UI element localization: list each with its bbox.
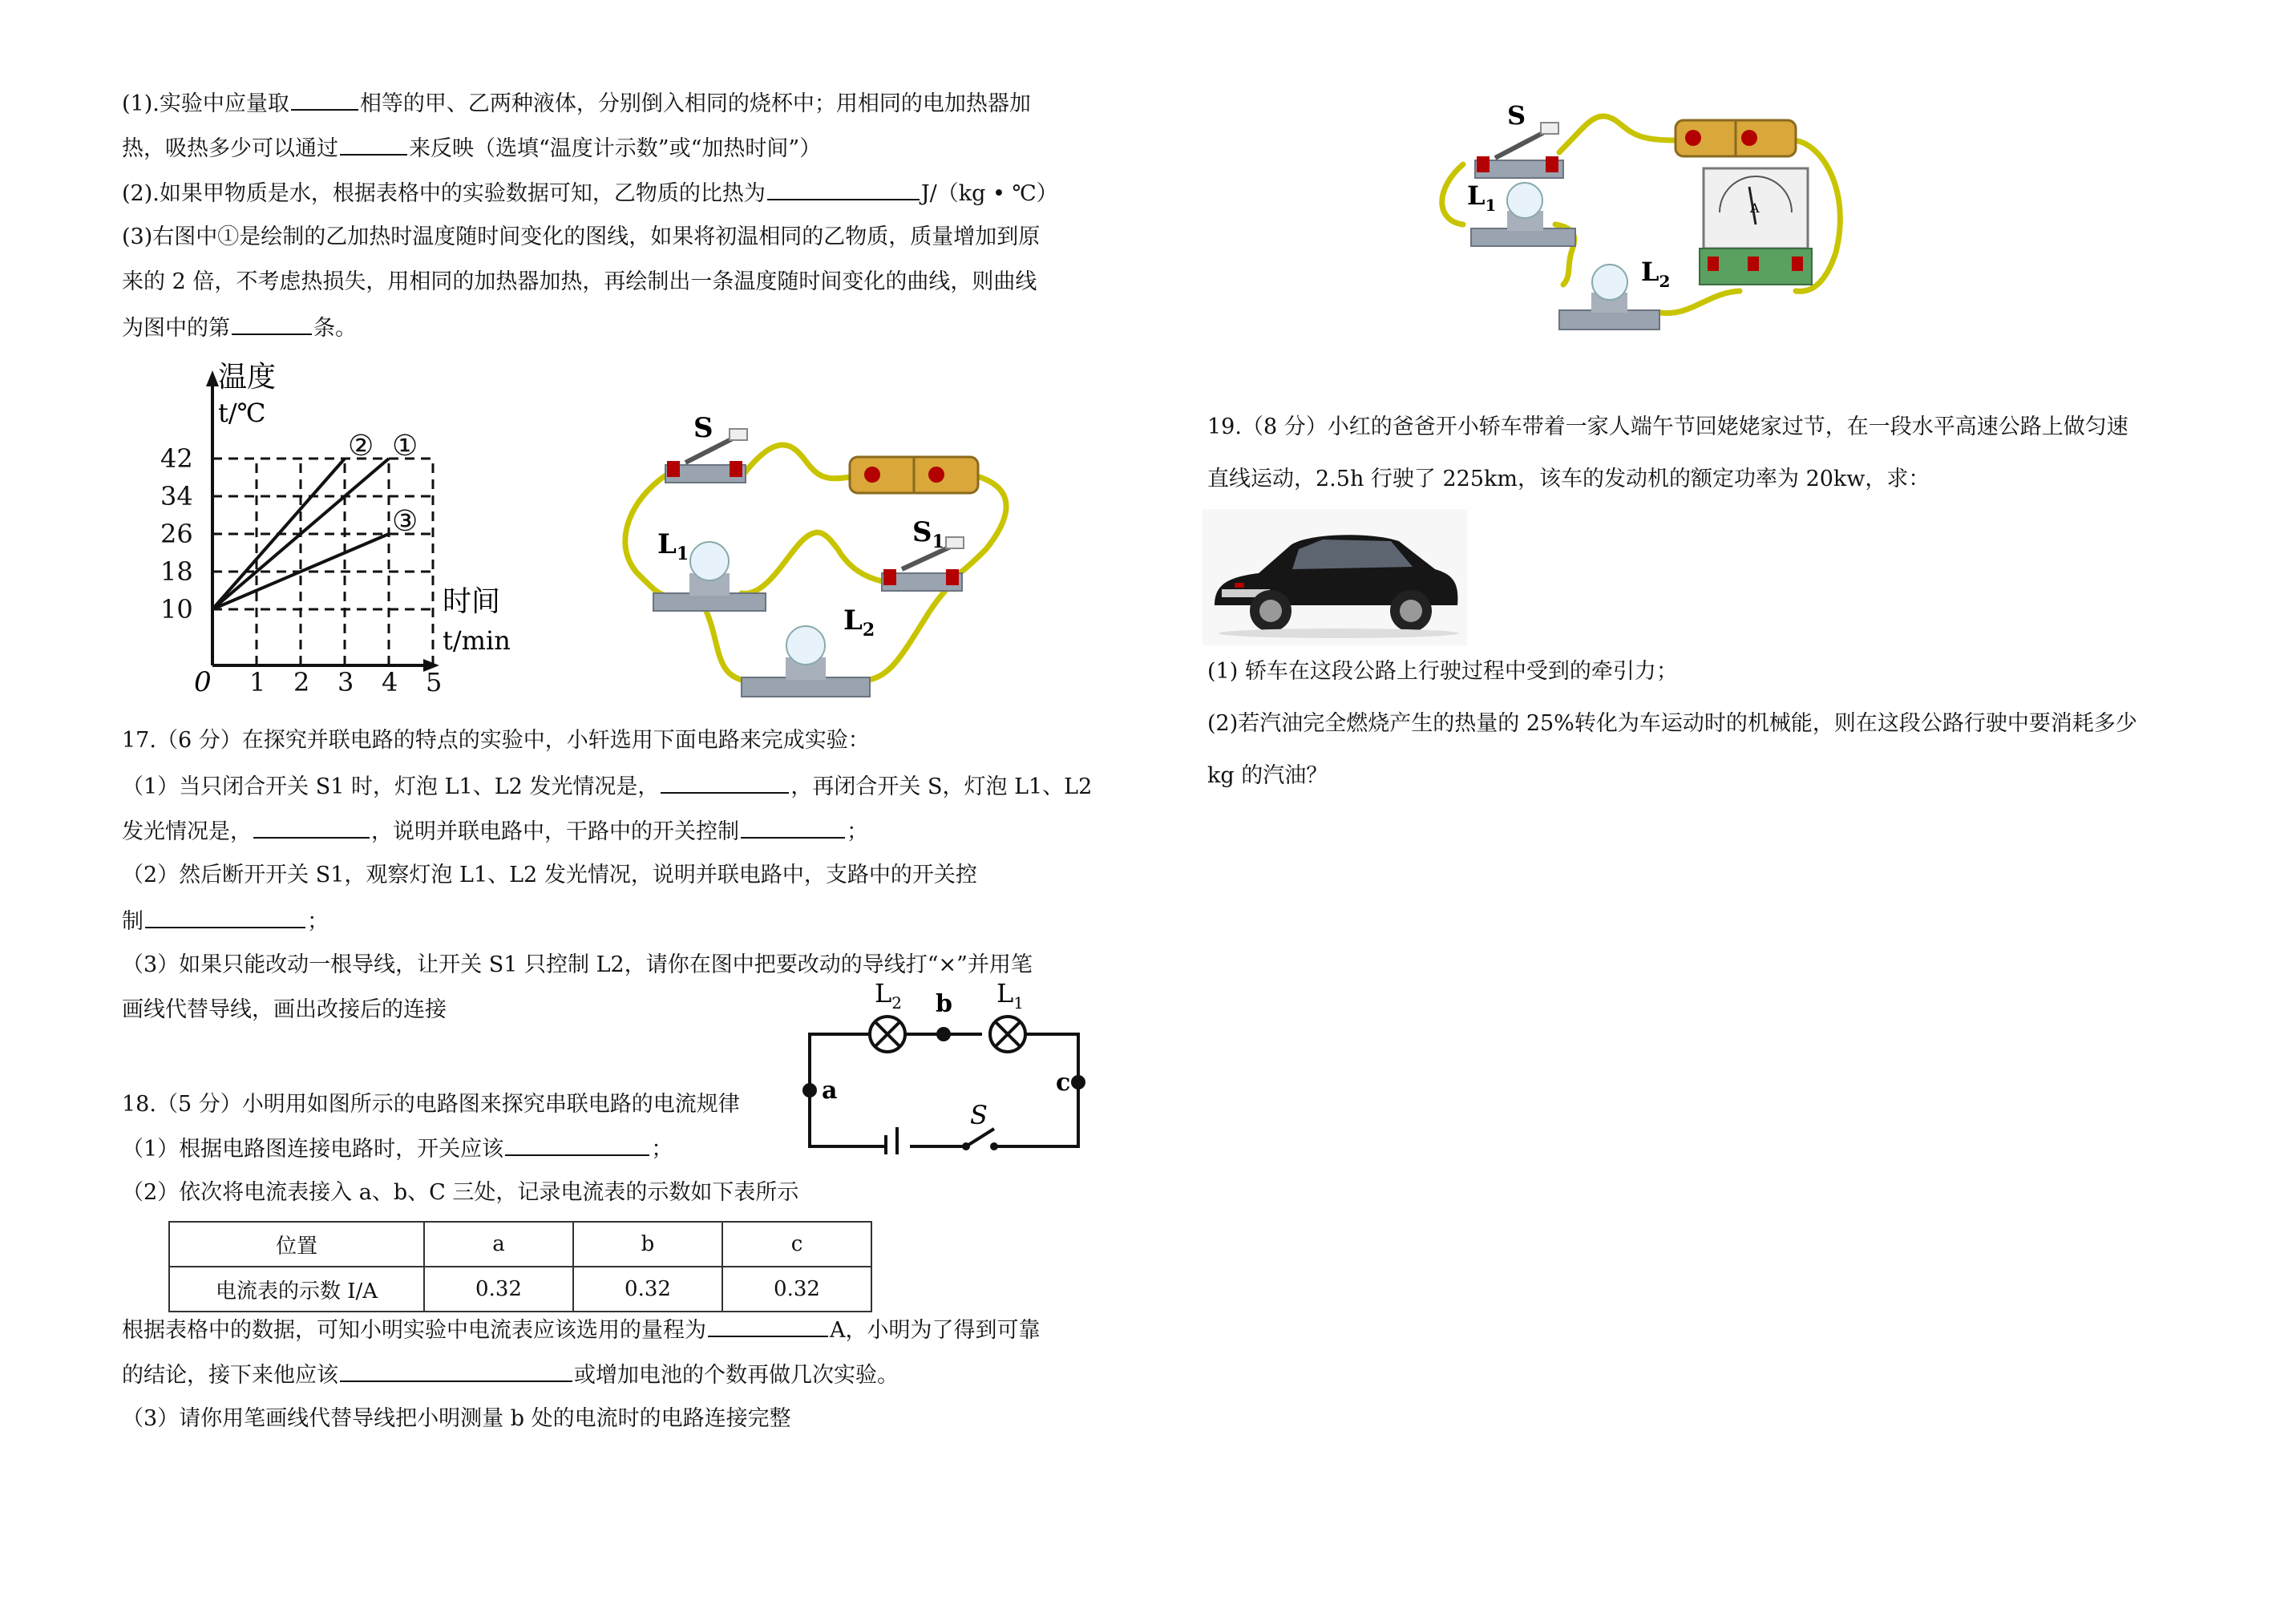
y-tick-label: 10 — [160, 594, 193, 625]
parallel-circuit-diagram — [609, 413, 1058, 701]
x-label-line2: t/min — [443, 625, 511, 656]
q18-line4: 的结论，接下来他应该 或增加电池的个数再做几次实验。 — [122, 1360, 899, 1390]
battery — [850, 457, 978, 493]
q17-line2: 发光情况是， ，说明并联电路中，干路中的开关控制 ； — [122, 816, 868, 847]
answer-blank[interactable] — [741, 816, 845, 839]
switch-s — [1475, 123, 1563, 178]
q17-title: 17.（6 分）在探究并联电路的特点的实验中，小轩选用下面电路来完成实验： — [122, 728, 870, 753]
lamp-l1-symbol — [990, 1017, 1025, 1052]
ammeter — [1700, 168, 1812, 285]
current-table — [168, 1221, 872, 1312]
label-s: S — [1507, 100, 1526, 131]
table-row-label: 电流表的示数 I/A — [169, 1267, 424, 1312]
label-l1: $L_1$ — [1467, 180, 1497, 215]
q17-line1: （1）当只闭合开关 S1 时，灯泡 L1、L2 发光情况是， ，再闭合开关 S，灯泡 L1、L2 — [122, 771, 1092, 802]
table-header-cell: b — [573, 1222, 722, 1267]
label-l2: $L_2$ — [843, 604, 875, 641]
q16-line1: (1).实验中应量取 相等的甲、乙两种液体，分别倒入相同的烧杯中；用相同的电加热器加 — [122, 88, 1031, 119]
label-l1: $L_1$ — [657, 528, 689, 564]
label-b: b — [936, 990, 952, 1018]
label-s1: $S_1$ — [912, 516, 944, 552]
q19-title: 19.（8 分）小红的爸爸开小轿车带着一家人端午节回姥姥家过节，在一段水平高速公路上做匀速 — [1207, 414, 2128, 439]
answer-blank[interactable] — [767, 178, 920, 200]
node-a — [802, 1083, 817, 1098]
q19-part2-line2: kg 的汽油？ — [1207, 763, 1328, 788]
table-header-row — [169, 1222, 871, 1267]
lamp-l2-symbol — [870, 1017, 905, 1052]
label-s: S — [970, 1100, 988, 1130]
table-cell: 0.32 — [424, 1267, 573, 1312]
answer-blank[interactable] — [340, 1360, 572, 1382]
table-header-cell: 位置 — [169, 1222, 424, 1267]
label-c: c — [1056, 1069, 1071, 1097]
q18-title: 18.（5 分）小明用如图所示的电路图来探究串联电路的电流规律 — [122, 1092, 740, 1117]
label-a: a — [822, 1077, 838, 1105]
temperature-time-chart — [152, 361, 537, 697]
y-axis-arrow — [206, 370, 219, 386]
series-schematic — [798, 970, 1102, 1154]
table-row — [169, 1267, 871, 1312]
series-circuit-with-ammeter — [1435, 92, 1860, 349]
lamp-l2 — [742, 626, 870, 697]
x-tick-label: 4 — [382, 667, 398, 697]
x-tick-label: 2 — [293, 667, 310, 697]
answer-blank[interactable] — [145, 906, 305, 928]
x-tick-label: 3 — [338, 667, 354, 697]
answer-blank[interactable] — [253, 816, 370, 839]
table-header-cell: c — [722, 1222, 871, 1267]
q16-line5: 来的 2 倍，不考虑热损失，用相同的加热器加热，再绘制出一条温度随时间变化的曲线，则曲线 — [122, 269, 1037, 294]
q17-line5: （3）如果只能改动一根导线，让开关 S1 只控制 L2，请你在图中把要改动的导线打“×”并用笔 — [122, 952, 1033, 977]
y-tick-label: 42 — [160, 443, 193, 474]
table-cell: 0.32 — [722, 1267, 871, 1312]
label-l2: $L_2$ — [875, 978, 902, 1013]
q18-line2: （2）依次将电流表接入 a、b、C 三处，记录电流表的示数如下表所示 — [122, 1180, 799, 1205]
node-c — [1071, 1075, 1085, 1089]
origin-label: 0 — [194, 666, 212, 697]
node-b — [936, 1027, 951, 1041]
y-tick-label: 18 — [160, 556, 193, 587]
label-l1: $L_1$ — [996, 978, 1024, 1013]
q16-line4: (3)右图中①是绘制的乙加热时温度随时间变化的图线，如果将初温相同的乙物质，质量增加到原 — [122, 224, 1041, 249]
q16-line3: (2).如果甲物质是水，根据表格中的实验数据可知，乙物质的比热为 J/（kg • ℃） — [122, 178, 1058, 208]
y-tick-label: 34 — [160, 481, 193, 511]
table-cell: 0.32 — [573, 1267, 722, 1312]
x-tick-label: 5 — [426, 667, 443, 697]
y-label-line2: t/℃ — [218, 398, 266, 428]
series-label: ① — [392, 430, 418, 463]
battery — [1676, 120, 1796, 156]
label-l2: $L_2$ — [1641, 257, 1671, 291]
q17-line6: 画线代替导线，画出改接后的连接 — [122, 997, 447, 1022]
q19-part1: (1) 轿车在这段公路上行驶过程中受到的牵引力； — [1207, 659, 1678, 684]
series-label: ② — [348, 430, 374, 463]
q16-line2: 热，吸热多少可以通过 来反映（选填“温度计示数”或“加热时间”） — [122, 133, 821, 164]
y-tick-label: 26 — [160, 519, 193, 549]
answer-blank[interactable] — [291, 88, 358, 111]
q18-line1: （1）根据电路图连接电路时，开关应该 ； — [122, 1134, 673, 1164]
answer-blank[interactable] — [708, 1315, 828, 1337]
q18-line5: （3）请你用笔画线代替导线把小明测量 b 处的电流时的电路连接完整 — [122, 1406, 791, 1431]
q19-line2: 直线运动，2.5h 行驶了 225km，该车的发动机的额定功率为 20kw，求： — [1207, 467, 1930, 491]
answer-blank[interactable] — [661, 771, 789, 794]
q17-line3: （2）然后断开开关 S1，观察灯泡 L1、L2 发光情况，说明并联电路中，支路中的开关控 — [122, 863, 977, 887]
answer-blank[interactable] — [505, 1134, 649, 1156]
series-label: ③ — [392, 505, 418, 538]
q16-line6: 为图中的第 条。 — [122, 313, 357, 343]
car-image — [1203, 509, 1467, 645]
x-label-line1: 时间 — [443, 585, 501, 618]
label-s: S — [693, 413, 713, 444]
q17-line4: 制 ； — [122, 906, 329, 936]
answer-blank[interactable] — [232, 313, 312, 335]
y-label-line1: 温度 — [218, 361, 277, 394]
answer-blank[interactable] — [340, 133, 407, 156]
x-tick-label: 1 — [249, 667, 266, 697]
chart-series — [212, 430, 418, 609]
ammeter-label: A — [1750, 200, 1760, 216]
q18-line3: 根据表格中的数据，可知小明实验中电流表应该选用的量程为 A，小明为了得到可靠 — [122, 1315, 1041, 1345]
table-header-cell: a — [424, 1222, 573, 1267]
q19-part2-line1: (2)若汽油完全燃烧产生的热量的 25%转化为车运动时的机械能，则在这段公路行驶中要消耗多少 — [1207, 711, 2137, 736]
